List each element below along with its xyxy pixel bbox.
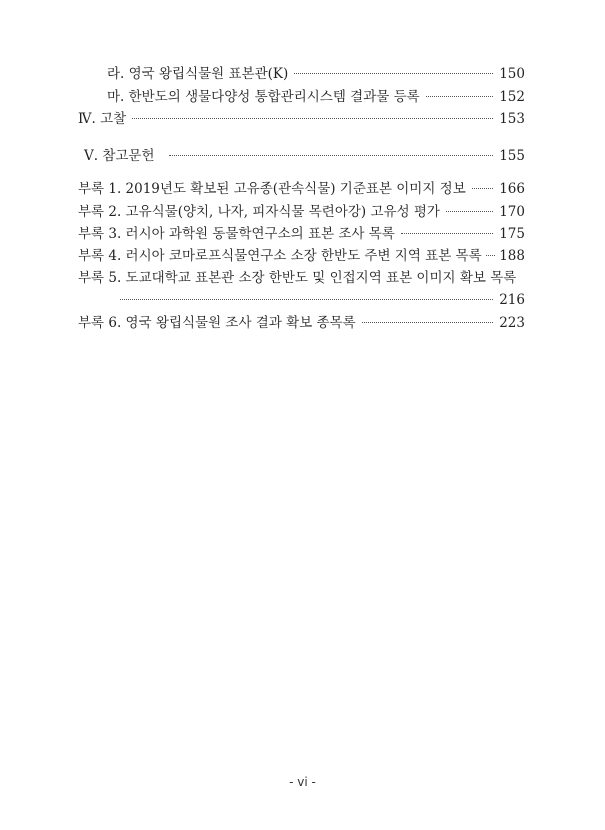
toc-entry-label: 부록 1. 2019년도 확보된 고유종(관속식물) 기준표본 이미지 정보 — [78, 181, 466, 197]
toc-entry-page: 155 — [499, 148, 525, 164]
toc-entry-appendix-1 — [78, 179, 525, 199]
toc-entry-page: 175 — [499, 226, 525, 242]
dot-leader — [120, 299, 493, 300]
dot-leader — [362, 322, 494, 323]
toc-entry-label: 마. 한반도의 생물다양성 통합관리시스템 결과물 등록 — [107, 89, 420, 105]
toc-entry-iv-discussion — [78, 109, 525, 129]
toc-entry-ra-kew-herbarium — [107, 64, 525, 84]
toc-entry-v-references — [84, 146, 525, 166]
toc-entry-page: 153 — [499, 111, 525, 127]
toc-entry-page: 223 — [499, 315, 525, 331]
dot-leader — [472, 188, 493, 189]
toc-entry-page: 166 — [499, 181, 525, 197]
toc-entry-label: 부록 5. 도교대학교 표본관 소장 한반도 및 인접지역 표본 이미지 확보 목록 — [78, 270, 517, 286]
toc-entry-label: 부록 2. 고유식물(양치, 나자, 피자식물 목련아강) 고유성 평가 — [78, 204, 440, 220]
dot-leader — [401, 233, 493, 234]
toc-entry-label: 라. 영국 왕립식물원 표본관(K) — [107, 66, 289, 82]
toc-entry-label: Ⅴ. 참고문헌 — [84, 148, 155, 164]
toc-entry-page: 188 — [499, 248, 525, 264]
toc-entry-ma-biodiversity-system — [107, 87, 525, 107]
dot-leader — [426, 96, 494, 97]
toc-entry-appendix-6 — [78, 313, 525, 333]
toc-entry-page: 216 — [499, 292, 525, 308]
toc-entry-appendix-4 — [78, 246, 525, 266]
toc-entry-page: 152 — [499, 89, 525, 105]
dot-leader — [294, 73, 493, 74]
dot-leader — [169, 155, 494, 156]
toc-entry-label: 부록 4. 러시아 코마로프식물연구소 소장 한반도 주변 지역 표본 목록 — [78, 248, 482, 264]
dot-leader — [446, 211, 493, 212]
toc-entry-page: 150 — [499, 66, 525, 82]
dot-leader — [132, 118, 493, 119]
toc-entry-appendix-5-continuation — [120, 290, 525, 310]
toc-entry-appendix-2 — [78, 202, 525, 222]
toc-entry-label: 부록 3. 러시아 과학원 동물학연구소의 표본 조사 목록 — [78, 226, 395, 242]
toc-entry-appendix-3 — [78, 224, 525, 244]
toc-entry-label: Ⅳ. 고찰 — [78, 111, 127, 127]
toc-entry-label: 부록 6. 영국 왕립식물원 조사 결과 확보 종목록 — [78, 315, 356, 331]
toc-entry-page: 170 — [499, 204, 525, 220]
dot-leader — [486, 255, 496, 256]
page-number: - vi - — [289, 775, 316, 789]
toc-entry-appendix-5 — [78, 268, 525, 288]
